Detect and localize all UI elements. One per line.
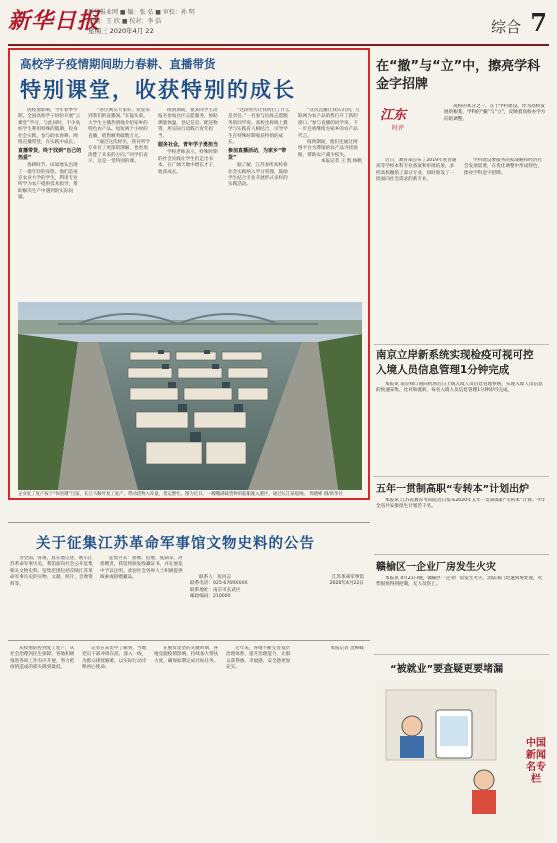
news-photo-ships-in-lock bbox=[18, 302, 362, 490]
notice-column-4 bbox=[280, 556, 364, 634]
commentary-text: 近日，教育部公布了2019年度普通高等学校本科专业备案和审批结果，多所高校撤销了部分专业，同时新设了一批面向社会需求的新专业。 学科建设要服务国家战略和经济社会发展需要，在优化调整中形成特色，擦亮学科金字招牌。 bbox=[376, 158, 543, 183]
notice-column-3: 联系人：张同志 联系电话：025-6769XXXX 联系地址：南京市玄武区 邮政编码：210000 bbox=[190, 575, 248, 600]
column-headline-employment: “被就业”要查疑更要堵漏 bbox=[390, 664, 504, 675]
feature-byline: 本报记者 王 凯 杨帆 bbox=[320, 159, 362, 165]
feature-body bbox=[18, 108, 362, 296]
section-divider bbox=[374, 476, 549, 477]
feature-column-1: 因疫情影响，今年春季学期，全国高校学子纷纷开展“云课堂”学习。与此同时，不少高校学生利用特殊的假期，投身社会实践，参与助农春耕、网络直播带货，在实践中成长。 直播带货，终于找到“自己的热爱” 春耕时节，田间地头出现了一群年轻的身影。他们是南京农业大学的学生，利用专业所学为农户提供技术指导，帮助解决生产中遇到的实际问题。 bbox=[18, 108, 82, 201]
news-text-entry-system: 本报讯 南京禄口国际机场近日上线入境人员信息管理系统，实现入境人员信息的快速采集、比对和流转，每名入境人员信息管理1分钟即可完成。 bbox=[376, 382, 543, 394]
news-text-fire: 本报讯 4月21日晚，赣榆区一企业厂房发生火灾，消防部门迅速到场处置，火势很快得到控制，无人员伤亡。 bbox=[376, 576, 543, 588]
cartoon-illustration bbox=[376, 680, 544, 840]
notice-signature: 江苏革命军事馆 2020年4月22日 bbox=[329, 575, 364, 587]
news-headline-entry-system: 南京立岸新系统实现检疫可视可控 入境人员信息管理1分钟完成 bbox=[376, 349, 534, 376]
section-name: 综合 bbox=[490, 19, 521, 36]
bottom-column-2: 记者在采访中了解到，当地党员干部冲锋在前，深入一线，为群众排忧解难，以实际行动诠释初心使命。 bbox=[82, 646, 147, 671]
column-logo-vertical: 中国新闻名专栏 bbox=[526, 738, 546, 785]
notice-column-2: 征集方式：捐赠、借展、复制等。对捐赠者，我馆将颁发收藏证书，并在展览中予以注明。欢迎社会各界人士积极提供线索或捐赠藏品。 bbox=[100, 556, 183, 581]
feature-column-2: “各位网友大家好，欢迎来到我们的直播间。”在镜头前，大学生主播热情地介绍家乡的特色农产品。短短两个小时的直播，销售额突破数万元。 “通过这次经历，我对所学专业有了更深的理解，也更加清楚了未来的方向。”同学们表示，这是一堂特别的课。 bbox=[88, 108, 150, 165]
bottom-column-3: 在脱贫攻坚的关键时期，各地克服疫情影响，持续加大帮扶力度，确保如期完成目标任务。 bbox=[154, 646, 219, 664]
feature-column-5: “这次直播让我认识到，互联网为农产品销售打开了新的窗口。”参与直播的同学说，下一步还将继续为家乡的农产品代言。 疫情期间，他们还通过网络平台为滞销的农产品寻找销路，帮助农户减少损失。 本报记者 王 凯 杨帆 bbox=[298, 108, 362, 165]
section-divider bbox=[374, 554, 549, 555]
masthead-info: 新华报业网 ■ 编：张 弘 ■ 审校：孙 明 美编：王 欣 ■ 校对：李 浩 bbox=[88, 9, 195, 25]
feature-title: 特别课堂，收获特别的成长 bbox=[20, 78, 296, 102]
feature-subtitle: 高校学子疫情期间助力春耕、直播带货 bbox=[20, 57, 216, 71]
newspaper-logo: 新华日报 bbox=[8, 8, 101, 34]
feature-column-3: 疫情期间，很多同学主动报名参加社区志愿服务，协助测量体温、登记信息、配送物资，用实际行动践行青年担当。 服务社会，青年学子勇担当 学校老师表示，特殊时期的社会实践让学生们走出书本，在广阔天地中增长才干，收获成长。 bbox=[158, 108, 219, 175]
commentary-logo: 江东 时评 bbox=[380, 108, 407, 132]
news-headline-vocational: 五年一贯制高职“专转本”计划出炉 bbox=[376, 484, 530, 495]
news-headline-fire: 赣榆区一企业厂房发生火灾 bbox=[376, 562, 496, 573]
bottom-column-5: 本报记者 沈峥嵘 bbox=[330, 646, 364, 651]
bottom-article bbox=[10, 646, 370, 838]
photo-caption: 企业复工复产按下“快进键”目前，长江马鞍叶复工复产，带动货物入库量，货运繁忙。图为近日，一艘艘满载货物的船舶驶入港区，通过长江某船闸。 周德彬 摄/新华社 bbox=[18, 492, 343, 497]
commentary-headline: 在“撤”与“立”中，擦亮学科金字招牌 bbox=[376, 59, 541, 92]
feature-column-4: “这段经历让我明白了什么是责任。”一名参与抗疫志愿服务的同学说。高校也将线上教学与实践育人相结合，引导学生在特殊时期收获特别的成长。 参加直播活动，为家乡“带货” 据了解，江苏多所高校将社会实践纳入学分管理，鼓励学生结合专业开展形式多样的实践活动。 bbox=[228, 108, 290, 188]
right-column bbox=[374, 48, 549, 843]
section-divider bbox=[8, 640, 370, 641]
notice-column-1: 为全面、客观、真实地记述、展示江苏革命军事历史，我馆面向社会公开征集相关文物史料。征集范围包括反映江苏革命军事历史的实物、文献、照片、音像资料等。 bbox=[10, 556, 93, 587]
page-number: 7 bbox=[530, 8, 547, 37]
feature-article bbox=[8, 48, 370, 500]
section-divider bbox=[374, 344, 549, 345]
notice-body bbox=[10, 556, 370, 634]
section-divider bbox=[374, 654, 549, 655]
ships-photo-illustration bbox=[18, 302, 362, 490]
news-text-vocational: 本报讯 江苏省教育考试院近日发布2020年五年一贯制高职“专转本”计划，今年全省共安排招生计划若干名。 bbox=[376, 498, 546, 510]
masthead bbox=[8, 4, 549, 46]
section-divider bbox=[8, 522, 370, 523]
issue-date: 星期三 2020年4月 22 bbox=[88, 27, 154, 35]
notice-title: 关于征集江苏革命军事馆文物史料的公告 bbox=[36, 536, 315, 552]
column-illustration bbox=[376, 680, 544, 840]
commentary-text-top: 高校的本分之一，在于学科建设。作为高校发展的根基，学科的“撤”与“立”，反映着高校办学方向的调整。 bbox=[444, 104, 546, 122]
bottom-column-4: 近年来，各地不断完善基层治理体系，提升治理能力，让群众获得感、幸福感、安全感更加充实。 bbox=[226, 646, 291, 671]
bottom-column-1: 从疫情防控到复工复产，从社会治理到民生保障，各地积极推进各项工作有序开展，努力把疫情造成的损失降到最低。 bbox=[10, 646, 75, 671]
